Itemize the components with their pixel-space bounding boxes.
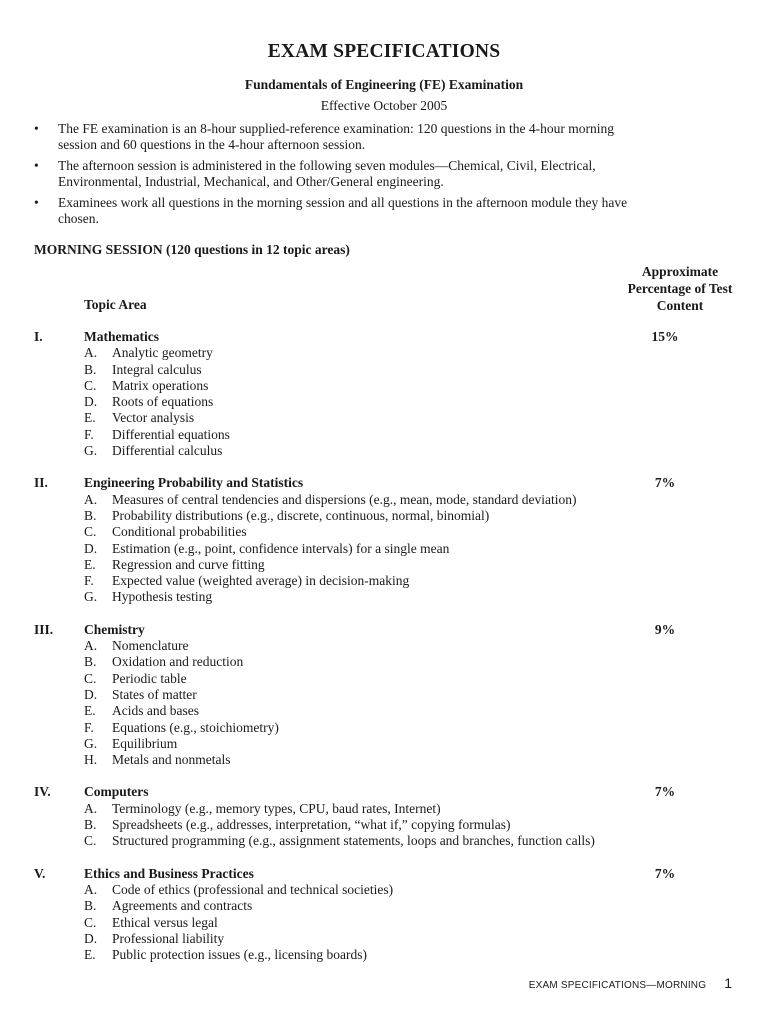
section-heading [34,475,734,491]
list-item [34,687,734,703]
item-letter: D. [84,540,98,556]
section-percentage: 15% [651,329,679,344]
list-item [34,345,734,361]
section-heading [34,329,734,345]
list-item [34,947,734,963]
item-letter: B. [84,507,97,523]
list-item [34,801,734,817]
item-letter: A. [84,638,98,654]
topic-area-column-header: Topic Area [84,297,147,312]
pct-header-line: Approximate [641,264,719,279]
item-letter: D. [84,686,98,702]
section-number: II. [34,475,48,491]
list-item [34,703,734,719]
list-item [34,589,734,605]
list-item [34,443,734,459]
item-text: Matrix operations [112,377,209,393]
item-letter: B. [84,361,97,377]
section-number: I. [34,329,43,344]
list-item [34,557,734,573]
footer-label: EXAM SPECIFICATIONS—MORNING [528,980,707,991]
section-heading [34,866,734,882]
item-text: Code of ethics (professional and technical societies) [112,881,394,897]
item-text: Expected value (weighted average) in decision-making [112,573,410,589]
item-text: Ethical versus legal [112,914,218,930]
item-text: Differential calculus [112,443,223,459]
item-text: Equations (e.g., stoichiometry) [112,719,279,735]
item-text: Probability distributions (e.g., discrete, continuous, normal, binomial) [112,507,490,523]
item-letter: B. [84,817,97,833]
section-number: III. [34,621,54,637]
percentage-column-header [600,263,760,314]
item-text: Integral calculus [112,361,202,377]
bullet-item [34,195,634,227]
item-letter: G. [84,443,98,459]
section-heading [34,784,734,800]
item-text: Analytic geometry [112,345,213,361]
bullet-text: The afternoon session is administered in the following seven modules—Chemical, Civil, Electrical, Environmental, Industrial, Mechanical, and Other/General engineering. [58,158,596,189]
item-text: Regression and curve fitting [112,556,265,572]
item-letter: E. [84,410,96,426]
pct-header-line: Content [656,298,704,313]
item-letter: F. [84,719,94,735]
topic-section [34,866,734,964]
item-letter: G. [84,589,98,605]
section-title: Chemistry [84,621,145,637]
section-percentage: 9% [654,621,676,637]
item-letter: F. [84,573,94,589]
item-letter: C. [84,524,97,540]
item-letter: C. [84,833,97,849]
list-item [34,931,734,947]
item-text: Estimation (e.g., point, confidence intervals) for a single mean [112,540,450,556]
item-letter: C. [84,914,97,930]
section-title: Mathematics [84,329,159,344]
section-percentage: 7% [654,475,676,491]
section-percentage: 7% [654,784,676,800]
item-text: Roots of equations [112,394,214,410]
intro-bullet-list [34,121,634,232]
item-text: Terminology (e.g., memory types, CPU, baud rates, Internet) [112,800,441,816]
list-item [34,508,734,524]
list-item [34,394,734,410]
item-letter: E. [84,556,96,572]
bullet-text: Examinees work all questions in the morning session and all questions in the afternoon module they have chosen. [58,195,628,226]
bullet-icon: • [34,121,39,136]
page-title: EXAM SPECIFICATIONS [267,41,501,62]
list-item [34,833,734,849]
item-text: Agreements and contracts [112,898,253,914]
list-item [34,915,734,931]
item-letter: D. [84,394,98,410]
item-letter: B. [84,898,97,914]
list-item [34,752,734,768]
page-number: 1 [724,975,732,991]
section-number: IV. [34,784,51,800]
page-subtitle: Fundamentals of Engineering (FE) Examination [244,77,524,92]
item-text: Acids and bases [112,703,199,719]
section-title: Engineering Probability and Statistics [84,475,304,491]
item-letter: B. [84,654,97,670]
list-item [34,573,734,589]
item-text: States of matter [112,686,197,702]
item-text: Public protection issues (e.g., licensing boards) [112,947,367,963]
item-letter: D. [84,930,98,946]
pct-header-line: Percentage of Test [627,281,733,296]
list-item [34,541,734,557]
list-item [34,817,734,833]
effective-date: Effective October 2005 [320,98,448,113]
item-letter: C. [84,377,97,393]
item-text: Hypothesis testing [112,589,213,605]
item-text: Oxidation and reduction [112,654,244,670]
section-percentage: 7% [654,865,676,881]
topic-section [34,784,734,849]
item-letter: A. [84,800,98,816]
item-text: Measures of central tendencies and dispersions (e.g., mean, mode, standard deviation) [112,491,577,507]
bullet-item [34,121,634,153]
list-item [34,720,734,736]
bullet-icon: • [34,195,39,210]
list-item [34,654,734,670]
list-item [34,362,734,378]
item-letter: E. [84,703,96,719]
list-item [34,882,734,898]
item-text: Differential equations [112,426,230,442]
section-title: Computers [84,784,149,800]
item-text: Professional liability [112,930,225,946]
section-heading [34,622,734,638]
topic-section [34,622,734,769]
item-text: Structured programming (e.g., assignment statements, loops and branches, function calls) [112,833,595,849]
list-item [34,378,734,394]
item-letter: A. [84,345,98,361]
item-letter: G. [84,735,98,751]
item-text: Periodic table [112,670,187,686]
bullet-item [34,158,634,190]
item-text: Nomenclature [112,638,189,654]
session-heading: MORNING SESSION (120 questions in 12 topic areas) [34,242,350,257]
item-letter: F. [84,426,94,442]
item-text: Conditional probabilities [112,524,247,540]
item-text: Spreadsheets (e.g., addresses, interpretation, “what if,” copying formulas) [112,817,511,833]
list-item [34,492,734,508]
item-letter: A. [84,881,98,897]
section-title: Ethics and Business Practices [84,865,254,881]
list-item [34,898,734,914]
item-text: Metals and nonmetals [112,752,231,768]
bullet-icon: • [34,158,39,173]
item-letter: C. [84,670,97,686]
list-item [34,410,734,426]
list-item [34,638,734,654]
item-letter: A. [84,491,98,507]
topic-section [34,329,734,459]
item-text: Equilibrium [112,735,178,751]
item-text: Vector analysis [112,410,195,426]
topic-sections [34,329,734,979]
topic-section [34,475,734,605]
list-item [34,524,734,540]
item-letter: H. [84,752,98,768]
page-footer [529,975,732,991]
item-letter: E. [84,947,96,963]
section-number: V. [34,865,46,881]
bullet-text: The FE examination is an 8-hour supplied-reference examination: 120 questions in the 4-hour morning session and 60 questions in the 4-hour afternoon session. [58,121,614,152]
list-item [34,427,734,443]
list-item [34,736,734,752]
list-item [34,671,734,687]
